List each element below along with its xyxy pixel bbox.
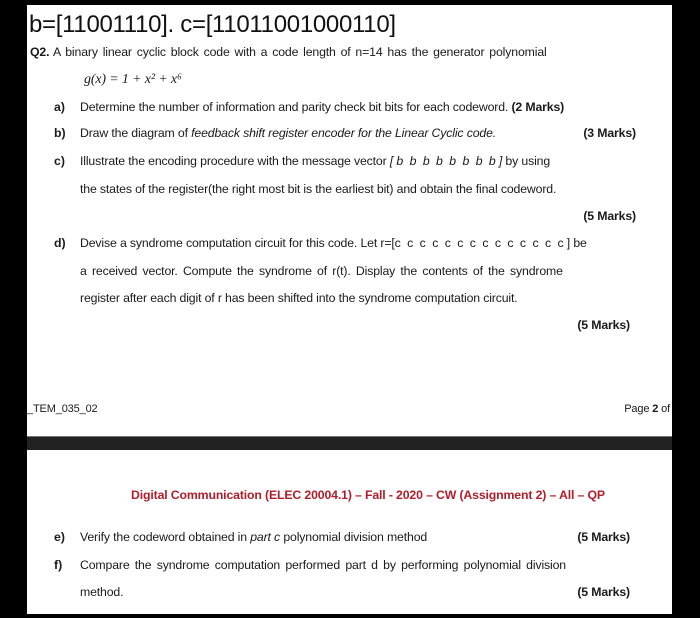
part-a-question: Determine the number of information and parity check bit bits for each codeword.	[80, 100, 509, 114]
part-f-line2: method.	[80, 585, 124, 599]
page-of: of	[658, 403, 670, 415]
part-e-label: e)	[54, 530, 65, 544]
part-d-label: d)	[54, 236, 66, 250]
part-f-label: f)	[54, 558, 63, 572]
part-a-text	[80, 100, 564, 114]
generator-polynomial: g(x) = 1 + x² + x⁶	[84, 72, 182, 87]
part-e-italic: part c	[250, 530, 281, 544]
part-b-text	[80, 126, 496, 140]
part-d-marks: (5 Marks)	[577, 318, 630, 332]
part-c-text: Illustrate the encoding procedure with the message vector	[80, 154, 390, 168]
page-2	[27, 450, 672, 614]
part-b-question: Draw the diagram of	[80, 126, 192, 140]
part-a-label: a)	[54, 100, 65, 114]
page-1	[27, 5, 672, 436]
handwritten-answer-header: b=[11001110]. c=[11011001000110]	[29, 11, 396, 38]
part-d-line3: register after each digit of r has been shifted into the syndrome computation circuit.	[80, 291, 518, 305]
part-b-label: b)	[54, 126, 66, 140]
question-label: Q2.	[30, 45, 50, 59]
message-vector: [ b b b b b b b b ]	[389, 154, 503, 168]
part-e-question: Verify the codeword obtained in	[80, 530, 251, 544]
course-header: Digital Communication (ELEC 20004.1) – Fall - 2020 – CW (Assignment 2) – All – QP	[131, 488, 605, 502]
part-f-marks: (5 Marks)	[577, 585, 630, 599]
part-c-line1	[80, 154, 550, 168]
page-number: 2	[652, 403, 659, 415]
part-b-marks: (3 Marks)	[583, 126, 636, 140]
part-c-label: c)	[54, 154, 65, 168]
part-c-line2: the states of the register(the right most bit is the earliest bit) and obtain the final codeword.	[80, 182, 557, 196]
part-b-italic: feedback shift register encoder for the Linear Cyclic code.	[191, 126, 497, 140]
question-text: A binary linear cyclic block code with a code length of n=14 has the generator polynomial	[53, 45, 547, 59]
part-d-line2: a received vector. Compute the syndrome of r(t). Display the contents of the syndrome	[80, 264, 563, 278]
part-d-line1: Devise a syndrome computation circuit for this code. Let r=[c c c c c c c c c c c c c c ] be	[80, 236, 587, 250]
part-e-marks: (5 Marks)	[577, 530, 630, 544]
part-e-question-end: polynomial division method	[280, 530, 428, 544]
part-a-marks: (2 Marks)	[511, 100, 565, 114]
part-e-text	[80, 530, 427, 544]
page-separator	[27, 436, 672, 451]
footer-code: _TEM_035_02	[27, 403, 98, 415]
part-c-text-end: by using	[502, 154, 551, 168]
footer-page	[624, 403, 670, 415]
page-text: Page	[624, 403, 653, 415]
part-c-marks: (5 Marks)	[583, 209, 636, 223]
part-f-line1: Compare the syndrome computation performed part d by performing polynomial division	[80, 558, 566, 572]
